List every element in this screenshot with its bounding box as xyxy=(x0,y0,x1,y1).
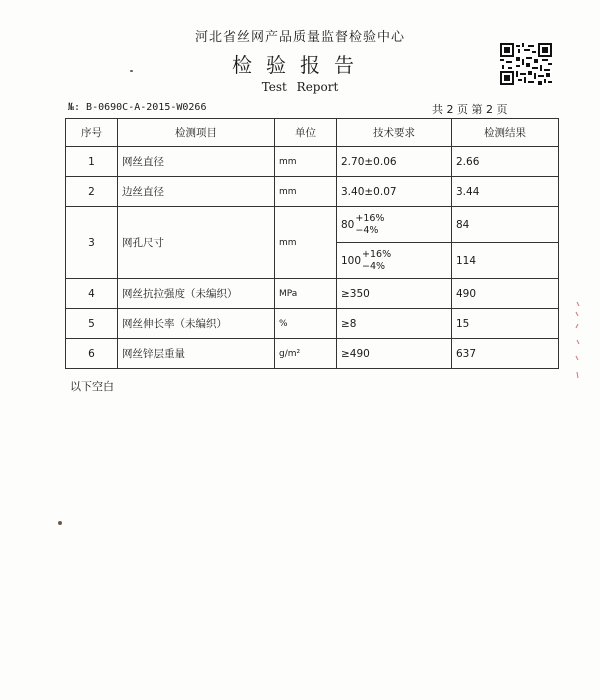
row-requirement: ≥350 xyxy=(337,279,452,309)
tolerance-base: 100 xyxy=(341,254,362,267)
tolerance-plus: +16% xyxy=(362,248,392,260)
header-result: 检测结果 xyxy=(452,119,559,147)
row-result: 84 xyxy=(452,207,559,243)
row-item: 网丝直径 xyxy=(118,147,275,177)
row-requirement: ≥8 xyxy=(337,309,452,339)
row-unit: mm xyxy=(275,177,337,207)
ink-speck xyxy=(130,70,133,72)
row-item: 网丝伸长率（未编织） xyxy=(118,309,275,339)
ink-speck xyxy=(58,521,62,525)
tolerance-minus: −4% xyxy=(362,260,386,272)
blank-below-note: 以下空白 xyxy=(70,380,114,393)
tolerance-value xyxy=(341,249,391,273)
table-row xyxy=(66,177,559,207)
page-info: 共 2 页 第 2 页 xyxy=(432,103,508,116)
report-subtitle: Test Report xyxy=(261,80,339,94)
row-no: 2 xyxy=(66,177,118,207)
tolerance-plus: +16% xyxy=(355,212,385,224)
row-result: 3.44 xyxy=(452,177,559,207)
row-no: 6 xyxy=(66,339,118,369)
row-item: 边丝直径 xyxy=(118,177,275,207)
test-results-table xyxy=(65,118,559,369)
table-header-row xyxy=(66,119,559,147)
row-unit: g/m² xyxy=(275,339,337,369)
row-item: 网孔尺寸 xyxy=(118,207,275,279)
report-title: 检验报告 xyxy=(232,53,368,77)
header-unit: 单位 xyxy=(275,119,337,147)
table-row xyxy=(66,207,559,243)
header-item: 检测项目 xyxy=(118,119,275,147)
row-result: 490 xyxy=(452,279,559,309)
row-no: 1 xyxy=(66,147,118,177)
table-row xyxy=(66,147,559,177)
qr-code-icon xyxy=(500,43,552,85)
header-no: 序号 xyxy=(66,119,118,147)
row-no: 3 xyxy=(66,207,118,279)
row-requirement: ≥490 xyxy=(337,339,452,369)
header-requirement: 技术要求 xyxy=(337,119,452,147)
tolerance-value xyxy=(341,213,384,237)
row-requirement xyxy=(337,243,452,279)
row-no: 5 xyxy=(66,309,118,339)
row-requirement: 2.70±0.06 xyxy=(337,147,452,177)
table-row xyxy=(66,279,559,309)
org-name: 河北省丝网产品质量监督检验中心 xyxy=(194,30,405,45)
row-result: 637 xyxy=(452,339,559,369)
row-unit: MPa xyxy=(275,279,337,309)
row-unit: mm xyxy=(275,147,337,177)
table-row xyxy=(66,339,559,369)
row-result: 2.66 xyxy=(452,147,559,177)
table-row xyxy=(66,309,559,339)
row-unit: mm xyxy=(275,207,337,279)
row-result: 15 xyxy=(452,309,559,339)
margin-mark-icon xyxy=(572,300,582,380)
row-no: 4 xyxy=(66,279,118,309)
tolerance-minus: −4% xyxy=(355,224,379,236)
row-requirement: 3.40±0.07 xyxy=(337,177,452,207)
row-item: 网丝抗拉强度（未编织） xyxy=(118,279,275,309)
tolerance-base: 80 xyxy=(341,218,355,231)
row-requirement xyxy=(337,207,452,243)
report-number: №: B-0690C-A-2015-W0266 xyxy=(68,102,207,113)
row-unit: % xyxy=(275,309,337,339)
row-result: 114 xyxy=(452,243,559,279)
row-item: 网丝锌层重量 xyxy=(118,339,275,369)
